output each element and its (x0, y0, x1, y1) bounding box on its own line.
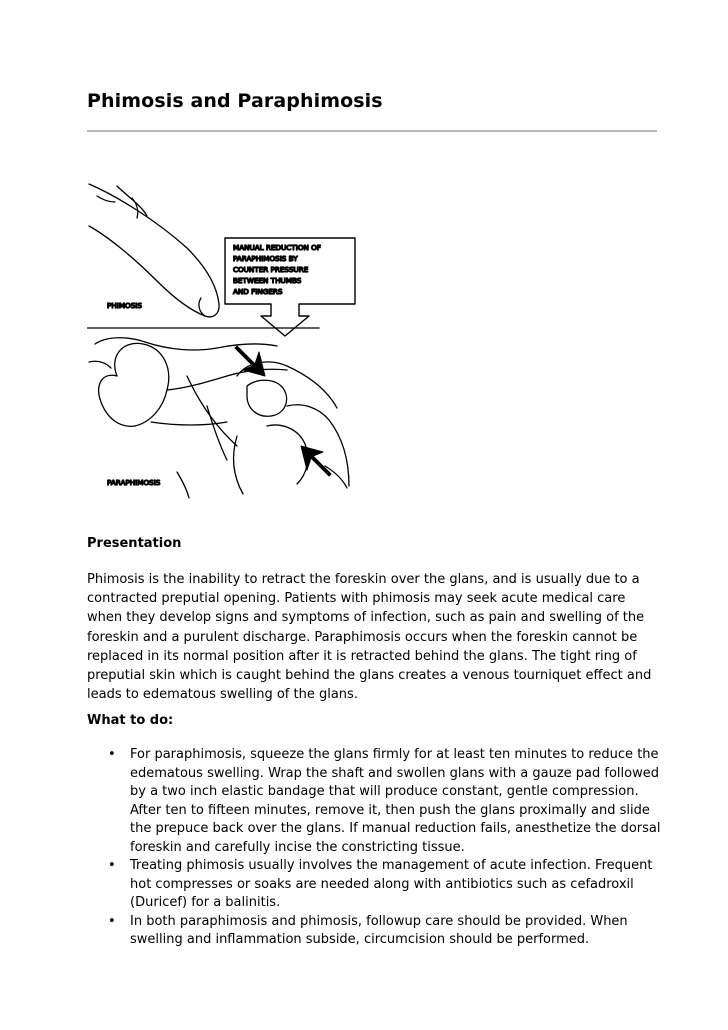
callout-line: BETWEEN THUMBS (233, 276, 302, 285)
callout-line: PARAPHIMOSIS BY (233, 254, 298, 263)
phimosis-drawing (89, 184, 219, 317)
what-to-do-heading: What to do: (87, 713, 174, 728)
instructions-list (87, 746, 662, 950)
paraphimosis-drawing (89, 338, 349, 498)
presentation-heading: Presentation (87, 536, 182, 551)
phimosis-label: PHIMOSIS (107, 301, 142, 310)
illustration-drawing (87, 176, 367, 506)
arrow-icon (235, 346, 265, 376)
list-item (87, 857, 662, 913)
bullet-icon: • (108, 858, 116, 873)
list-item-text: Treating phimosis usually involves the management of acute infection. Frequent hot compresses or soaks are needed along with antibiotics such as cefadroxil (Duricef) for a balinitis. (130, 858, 653, 910)
callout-line: AND FINGERS (233, 287, 283, 296)
callout-line: MANUAL REDUCTION OF (233, 243, 321, 252)
list-item-text: In both paraphimosis and phimosis, followup care should be provided. When swelling and inflammation subside, circumcision should be performed. (130, 913, 628, 947)
medical-illustration (87, 176, 367, 506)
bullet-icon: • (108, 747, 116, 762)
callout-line: COUNTER PRESSURE (233, 265, 309, 274)
title-divider (87, 130, 657, 132)
page-title: Phimosis and Paraphimosis (87, 90, 383, 112)
presentation-paragraph: Phimosis is the inability to retract the foreskin over the glans, and is usually due to a contracted preputial opening. Patients with phimosis may seek acute medical care when they develop signs and symptoms of infection, such as pain and swelling of the foreskin and a purulent discharge. Paraphimosis occurs when the foreskin cannot be replaced in its normal position after it is retracted behind the glans. The tight ring of preputial skin which is caught behind the glans creates a venous tourniquet effect and leads to edematous swelling of the glans. (87, 572, 652, 703)
bullet-icon: • (108, 913, 116, 929)
paraphimosis-label: PARAPHIMOSIS (107, 478, 161, 487)
list-item (87, 746, 662, 857)
list-item (87, 913, 662, 950)
list-item-text: For paraphimosis, squeeze the glans firmly for at least ten minutes to reduce the edematous swelling. Wrap the shaft and swollen glans with a gauze pad followed by a two inch elastic bandage that will produce constant, gentle compression. After ten to fifteen minutes, remove it, then push the glans proximally and slide the prepuce back over the glans. If manual reduction fails, anesthetize the dorsal foreskin and carefully incise the constricting tissue. (130, 747, 661, 855)
